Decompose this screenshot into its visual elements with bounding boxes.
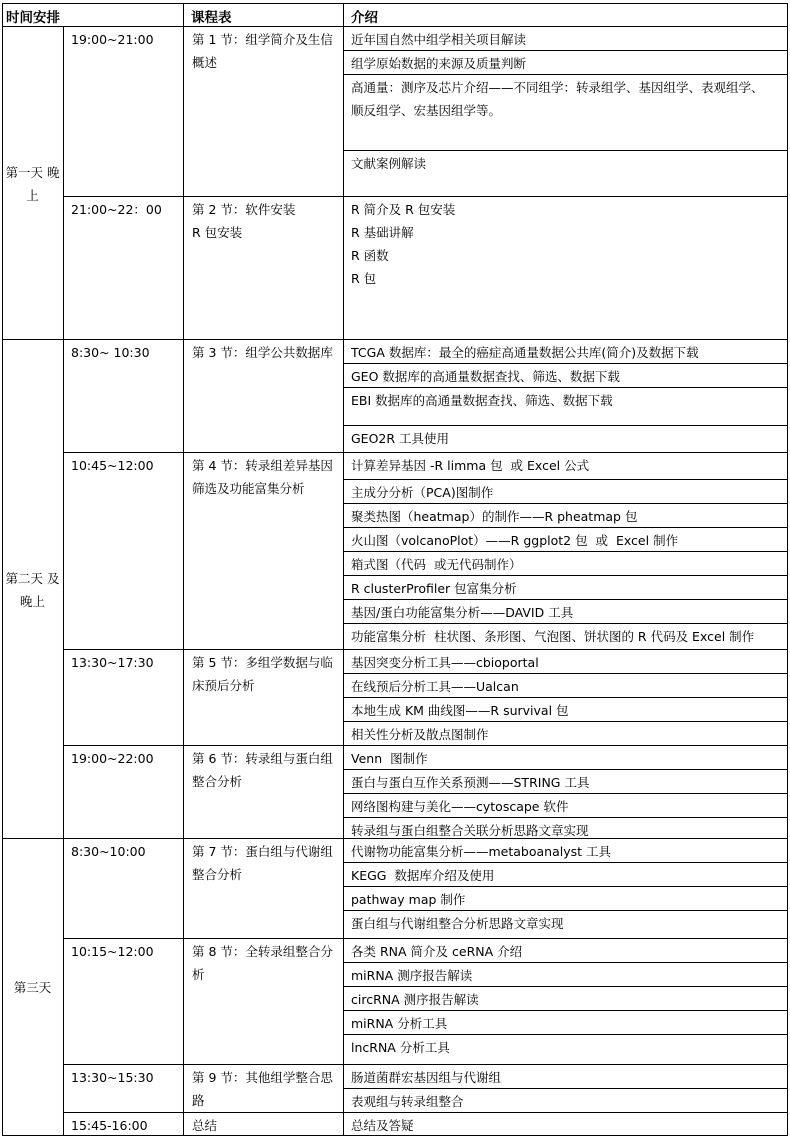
row-divider: [63, 1112, 788, 1113]
intro-item: miRNA 测序报告解读: [351, 968, 473, 983]
row-divider: [2, 838, 788, 839]
column-divider: [343, 3, 344, 1136]
time-slot: 8:30~ 10:30: [71, 345, 150, 360]
intro-item: 组学原始数据的来源及质量判断: [351, 56, 527, 71]
intro-item: 各类 RNA 简介及 ceRNA 介绍: [351, 944, 523, 959]
time-slot: 8:30~10:00: [71, 844, 146, 859]
time-slot: 19:00~21:00: [71, 32, 154, 47]
header-intro: 介绍: [351, 10, 378, 26]
time-slot: 19:00~22:00: [71, 751, 154, 766]
intro-item: circRNA 测序报告解读: [351, 992, 479, 1007]
column-divider: [183, 3, 184, 1136]
day-label: 第一天 晚上: [5, 164, 60, 203]
day-label: 第三天: [13, 980, 52, 995]
time-slot: 15:45-16:00: [71, 1118, 148, 1133]
row-divider: [343, 575, 788, 576]
intro-item: 基因/蛋白功能富集分析——DAVID 工具: [351, 605, 574, 620]
session-title: 第 2 节：软件安装 R 包安装: [192, 202, 296, 240]
row-divider: [2, 339, 788, 340]
intro-item: 文献案例解读: [351, 156, 427, 171]
column-divider: [63, 27, 64, 1136]
intro-item: 代谢物功能富集分析——metaboanalyst 工具: [351, 844, 612, 859]
column-divider: [787, 3, 788, 1136]
row-divider: [343, 150, 788, 151]
time-slot: 10:15~12:00: [71, 944, 154, 959]
header-time: 时间安排: [6, 10, 60, 26]
row-divider: [343, 769, 788, 770]
row-divider: [343, 793, 788, 794]
row-divider: [343, 479, 788, 480]
row-divider: [63, 649, 788, 650]
row-divider: [343, 50, 788, 51]
intro-item: KEGG 数据库介绍及使用: [351, 868, 495, 883]
session-title: 第 6 节：转录组与蛋白组 整合分析: [192, 751, 333, 789]
intro-item: 高通量：测序及芯片介绍——不同组学：转录组学、基因组学、表观组学、 顺反组学、宏基因组学等。: [351, 80, 764, 118]
row-divider: [343, 986, 788, 987]
intro-item: R clusterProfiler 包富集分析: [351, 581, 517, 596]
session-title: 第 1 节：组学简介及生信 概述: [192, 32, 333, 70]
row-divider: [63, 938, 788, 939]
row-divider: [343, 1034, 788, 1035]
day-label: 第二天 及晚上: [5, 570, 60, 609]
row-divider: [343, 74, 788, 75]
session-title: 第 5 节：多组学数据与临 床预后分析: [192, 655, 333, 693]
schedule-table: [2, 3, 788, 1136]
intro-item: EBI 数据库的高通量数据查找、筛选、数据下载: [351, 393, 613, 408]
row-divider: [343, 527, 788, 528]
intro-item: 在线预后分析工具——Ualcan: [351, 679, 519, 694]
intro-item: GEO2R 工具使用: [351, 431, 450, 446]
session-title: 第 7 节：蛋白组与代谢组 整合分析: [192, 844, 333, 882]
intro-item: 火山图（volcanoPlot）——R ggplot2 包 或 Excel 制作: [351, 533, 679, 548]
row-divider: [343, 425, 788, 426]
row-divider: [343, 623, 788, 624]
intro-item: Venn 图制作: [351, 751, 428, 766]
row-divider: [343, 599, 788, 600]
row-divider: [343, 387, 788, 388]
intro-item: 相关性分析及散点图制作: [351, 727, 489, 742]
row-divider: [343, 551, 788, 552]
time-slot: 13:30~15:30: [71, 1070, 154, 1085]
row-divider: [343, 503, 788, 504]
row-divider: [343, 721, 788, 722]
intro-item: lncRNA 分析工具: [351, 1040, 450, 1055]
row-divider: [2, 3, 788, 4]
intro-item: 近年国自然中组学相关项目解读: [351, 32, 527, 47]
header-course: 课程表: [191, 10, 232, 26]
intro-item: 箱式图（代码 或无代码制作）: [351, 557, 522, 572]
row-divider: [343, 886, 788, 887]
intro-item: 肠道菌群宏基因组与代谢组: [351, 1070, 502, 1085]
row-divider: [343, 817, 788, 818]
row-divider: [63, 1064, 788, 1065]
session-title: 第 3 节：组学公共数据库: [192, 345, 333, 360]
intro-item: TCGA 数据库：最全的癌症高通量数据公共库(简介)及数据下载: [351, 345, 699, 360]
intro-item: 本地生成 KM 曲线图——R survival 包: [351, 703, 569, 718]
row-divider: [343, 673, 788, 674]
intro-item: 基因突变分析工具——cbioportal: [351, 655, 539, 670]
row-divider: [63, 452, 788, 453]
intro-item: 聚类热图（heatmap）的制作——R pheatmap 包: [351, 509, 638, 524]
intro-item: 蛋白与蛋白互作关系预测——STRING 工具: [351, 775, 590, 790]
intro-item: 主成分分析（PCA)图制作: [351, 485, 494, 500]
session-title: 第 4 节：转录组差异基因 筛选及功能富集分析: [192, 458, 333, 496]
intro-item: GEO 数据库的高通量数据查找、筛选、数据下载: [351, 369, 620, 384]
row-divider: [63, 196, 788, 197]
row-divider: [343, 910, 788, 911]
intro-item: 计算差异基因 -R limma 包 或 Excel 公式: [351, 458, 590, 473]
intro-item: 功能富集分析 柱状图、条形图、气泡图、饼状图的 R 代码及 Excel 制作: [351, 629, 755, 644]
intro-item: pathway map 制作: [351, 892, 466, 907]
row-divider: [343, 862, 788, 863]
row-divider: [343, 363, 788, 364]
intro-item: 总结及答疑: [351, 1118, 414, 1133]
row-divider: [343, 1088, 788, 1089]
time-slot: 13:30~17:30: [71, 655, 154, 670]
row-divider: [2, 26, 788, 27]
intro-item: 表观组与转录组整合: [351, 1094, 464, 1109]
time-slot: 21:00~22：00: [71, 202, 162, 217]
intro-item: R 简介及 R 包安装 R 基础讲解 R 函数 R 包: [351, 202, 456, 286]
intro-item: miRNA 分析工具: [351, 1016, 448, 1031]
row-divider: [343, 1010, 788, 1011]
intro-item: 蛋白组与代谢组整合分析思路文章实现: [351, 916, 564, 931]
intro-item: 转录组与蛋白组整合关联分析思路文章实现: [351, 823, 589, 838]
session-title: 第 9 节：其他组学整合思 路: [192, 1070, 333, 1108]
row-divider: [343, 962, 788, 963]
session-title: 总结: [192, 1118, 218, 1133]
time-slot: 10:45~12:00: [71, 458, 154, 473]
row-divider: [343, 697, 788, 698]
session-title: 第 8 节：全转录组整合分 析: [192, 944, 333, 982]
row-divider: [63, 745, 788, 746]
intro-item: 网络图构建与美化——cytoscape 软件: [351, 799, 569, 814]
